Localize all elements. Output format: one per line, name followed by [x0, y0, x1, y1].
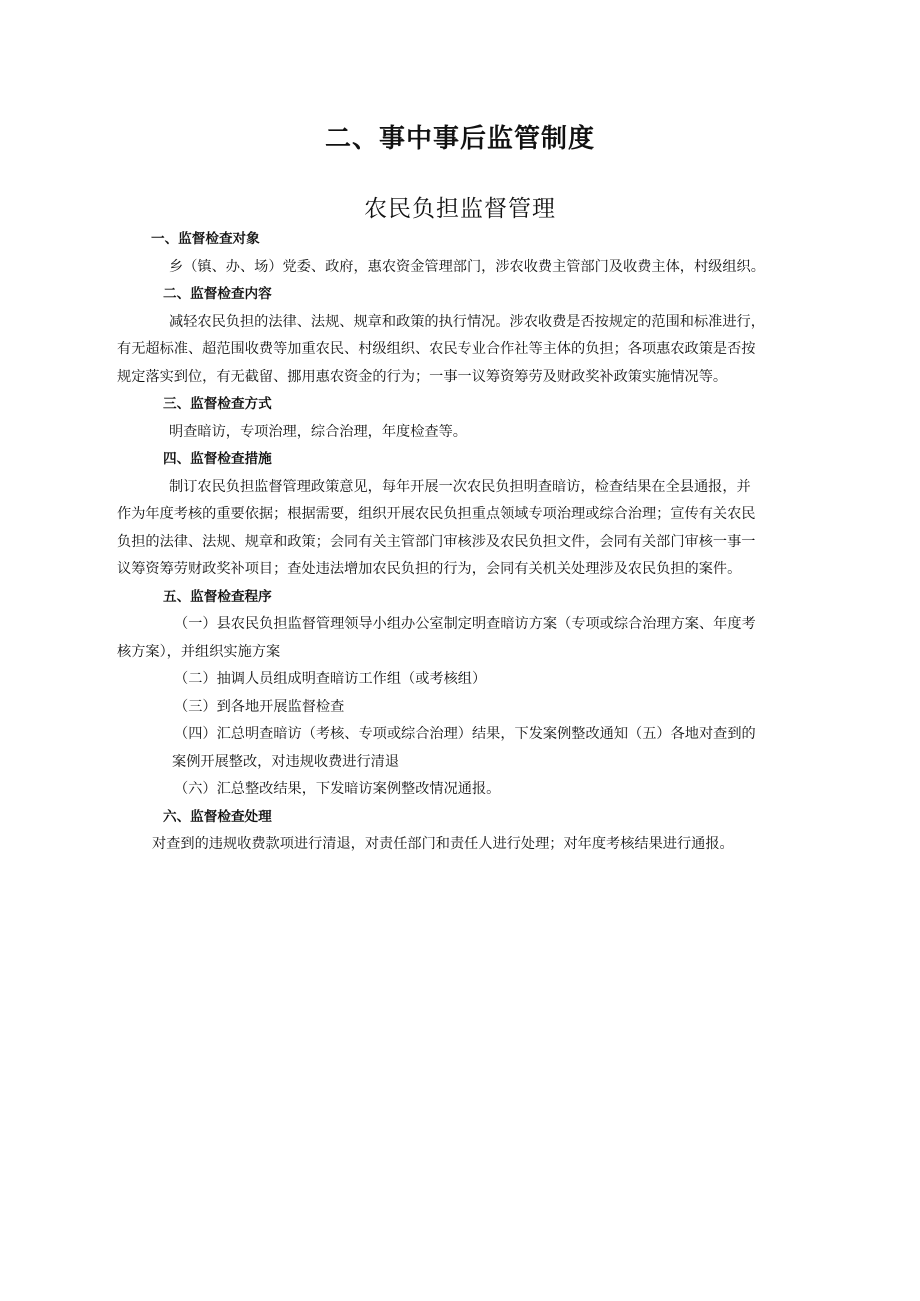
section-4-line: 作为年度考核的重要依据；根据需要，组织开展农民负担重点领域专项治理或综合治理；宣传有关农民 [117, 506, 756, 522]
section-heading-2: 二、监督检查内容 [163, 286, 272, 302]
sub-title: 农民负担监督管理 [364, 196, 556, 222]
section-heading-3: 三、监督检查方式 [163, 396, 272, 412]
section-3-line: 明查暗访，专项治理，综合治理，年度检查等。 [169, 423, 467, 440]
main-title: 二、事中事后监管制度 [324, 124, 595, 154]
section-5-line: （六）汇总整改结果，下发暗访案例整改情况通报。 [174, 781, 501, 797]
section-4-line: 议筹资筹劳财政奖补项目；查处违法增加农民负担的行为，会同有关机关处理涉及农民负担的案件。 [117, 561, 742, 577]
section-2-line: 规定落实到位，有无截留、挪用惠农资金的行为；一事一议筹资筹劳及财政奖补政策实施情况等。 [117, 368, 728, 385]
section-heading-5: 五、监督检查程序 [163, 588, 272, 605]
section-5-line: （三）到各地开展监督检查 [174, 698, 345, 715]
section-heading-6: 六、监督检查处理 [163, 808, 272, 825]
section-5-line: 核方案），并组织实施方案 [117, 643, 281, 660]
section-6-line: 对查到的违规收费款项进行清退，对责任部门和责任人进行处理；对年度考核结果进行通报。 [152, 836, 734, 852]
section-4-line: 制订农民负担监督管理政策意见，每年开展一次农民负担明查暗访，检查结果在全县通报，并 [169, 478, 751, 495]
document-body [117, 226, 817, 859]
section-4-line: 负担的法律、法规、规章和政策；会同有关主管部门审核涉及农民负担文件，会同有关部门审核一事一 [117, 533, 756, 550]
section-1-line: 乡（镇、办、场）党委、政府，惠农资金管理部门，涉农收费主管部门及收费主体，村级组织。 [169, 258, 765, 275]
section-5-line: （四）汇总明查暗访（考核、专项或综合治理）结果，下发案例整改通知（五）各地对查到的 [174, 726, 756, 742]
section-5-line: 案例开展整改，对违规收费进行清退 [172, 753, 400, 770]
section-heading-4: 四、监督检查措施 [163, 451, 272, 467]
section-heading-1: 一、监督检查对象 [151, 231, 260, 247]
section-5-line: （一）县农民负担监督管理领导小组办公室制定明查暗访方案（专项或综合治理方案、年度考 [174, 616, 756, 632]
section-5-line: （二）抽调人员组成明查暗访工作组（或考核组） [174, 671, 487, 687]
section-2-line: 有无超标准、超范围收费等加重农民、村级组织、农民专业合作社等主体的负担；各项惠农政策是否按 [117, 341, 756, 357]
section-2-line: 减轻农民负担的法律、法规、规章和政策的执行情况。涉农收费是否按规定的范围和标准进行， [169, 313, 765, 330]
